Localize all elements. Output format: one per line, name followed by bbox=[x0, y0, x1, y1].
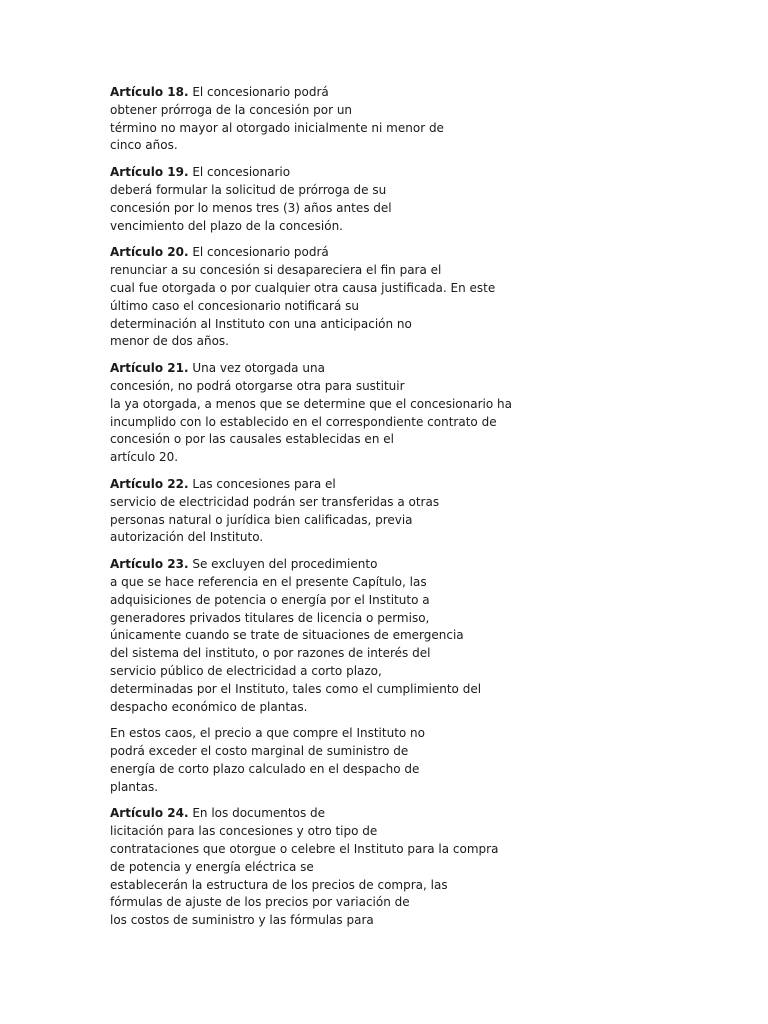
paragraph-line: menor de dos años. bbox=[110, 334, 229, 349]
article-label: Artículo 23. bbox=[110, 557, 189, 572]
paragraph-line: incumplido con lo establecido en el correspondiente contrato de bbox=[110, 414, 497, 429]
paragraph-line: energía de corto plazo calculado en el despacho de bbox=[110, 761, 420, 776]
paragraph-text: Una vez otorgada una bbox=[188, 361, 325, 376]
paragraph-line: a que se hace referencia en el presente Capítulo, las bbox=[110, 574, 427, 589]
paragraph-line: de potencia y energía eléctrica se bbox=[110, 859, 314, 874]
article-label: Artículo 24. bbox=[110, 806, 189, 821]
paragraph-line bbox=[110, 244, 710, 262]
paragraph-line: término no mayor al otorgado inicialmente ni menor de bbox=[110, 120, 444, 135]
paragraph-line: fórmulas de ajuste de los precios por variación de bbox=[110, 895, 410, 910]
article-24-paragraph bbox=[110, 805, 710, 930]
article-label: Artículo 22. bbox=[110, 476, 189, 491]
article-19-paragraph bbox=[110, 164, 710, 235]
paragraph-line: cual fue otorgada o por cualquier otra causa justificada. En este bbox=[110, 280, 496, 295]
article-label: Artículo 20. bbox=[110, 245, 189, 260]
paragraph-line: concesión por lo menos tres (3) años antes del bbox=[110, 200, 392, 215]
paragraph-line: únicamente cuando se trate de situaciones de emergencia bbox=[110, 628, 464, 643]
paragraph-text: En los documentos de bbox=[188, 806, 326, 821]
paragraph-line: despacho económico de plantas. bbox=[110, 699, 308, 714]
paragraph-line: servicio público de electricidad a corto plazo, bbox=[110, 663, 382, 678]
article-23-continuation-paragraph bbox=[110, 725, 710, 796]
paragraph-line: determinadas por el Instituto, tales como el cumplimiento del bbox=[110, 681, 482, 696]
article-label: Artículo 21. bbox=[110, 361, 189, 376]
paragraph-line: la ya otorgada, a menos que se determine que el concesionario ha bbox=[110, 396, 512, 411]
article-label: Artículo 18. bbox=[110, 85, 189, 99]
article-22-paragraph bbox=[110, 476, 710, 547]
paragraph-text: Se excluyen del procedimiento bbox=[188, 557, 378, 572]
paragraph-text: Las concesiones para el bbox=[188, 476, 336, 491]
paragraph-line: deberá formular la solicitud de prórroga de su bbox=[110, 182, 387, 197]
paragraph-line: vencimiento del plazo de la concesión. bbox=[110, 218, 343, 233]
article-18-paragraph bbox=[110, 84, 710, 155]
paragraph-line bbox=[110, 84, 710, 102]
paragraph-line: personas natural o jurídica bien calificadas, previa bbox=[110, 512, 413, 527]
paragraph-line: obtener prórroga de la concesión por un bbox=[110, 102, 353, 117]
paragraph-line: concesión, no podrá otorgarse otra para sustituir bbox=[110, 378, 405, 393]
paragraph-line bbox=[110, 360, 710, 378]
paragraph-line: autorización del Instituto. bbox=[110, 530, 264, 545]
article-label: Artículo 19. bbox=[110, 165, 189, 180]
paragraph-line: renunciar a su concesión si desapareciera el fin para el bbox=[110, 263, 442, 278]
paragraph-line: los costos de suministro y las fórmulas para bbox=[110, 913, 374, 928]
paragraph-line: artículo 20. bbox=[110, 450, 179, 465]
paragraph-line: último caso el concesionario notificará su bbox=[110, 298, 360, 313]
paragraph-line bbox=[110, 476, 710, 494]
paragraph-text: El concesionario podrá bbox=[188, 85, 329, 99]
paragraph-line: generadores privados titulares de licencia o permiso, bbox=[110, 610, 430, 625]
paragraph-line: licitación para las concesiones y otro tipo de bbox=[110, 824, 378, 839]
paragraph-line: En estos caos, el precio a que compre el Instituto no bbox=[110, 726, 425, 741]
article-23-paragraph bbox=[110, 556, 710, 716]
paragraph-line: adquisiciones de potencia o energía por el Instituto a bbox=[110, 592, 430, 607]
paragraph-text: El concesionario bbox=[188, 165, 291, 180]
paragraph-line: cinco años. bbox=[110, 138, 178, 153]
paragraph-line bbox=[110, 556, 710, 574]
paragraph-line: servicio de electricidad podrán ser transferidas a otras bbox=[110, 494, 440, 509]
paragraph-line: podrá exceder el costo marginal de suministro de bbox=[110, 744, 409, 759]
paragraph-line: contrataciones que otorgue o celebre el Instituto para la compra bbox=[110, 842, 499, 857]
document-page bbox=[110, 84, 710, 939]
paragraph-line: plantas. bbox=[110, 779, 159, 794]
paragraph-line: concesión o por las causales establecidas en el bbox=[110, 432, 394, 447]
paragraph-text: El concesionario podrá bbox=[188, 245, 329, 260]
paragraph-line bbox=[110, 164, 710, 182]
article-20-paragraph bbox=[110, 244, 710, 351]
article-21-paragraph bbox=[110, 360, 710, 467]
paragraph-line: del sistema del instituto, o por razones de interés del bbox=[110, 646, 431, 661]
paragraph-line bbox=[110, 805, 710, 823]
paragraph-line: determinación al Instituto con una anticipación no bbox=[110, 316, 412, 331]
paragraph-line: establecerán la estructura de los precios de compra, las bbox=[110, 877, 448, 892]
